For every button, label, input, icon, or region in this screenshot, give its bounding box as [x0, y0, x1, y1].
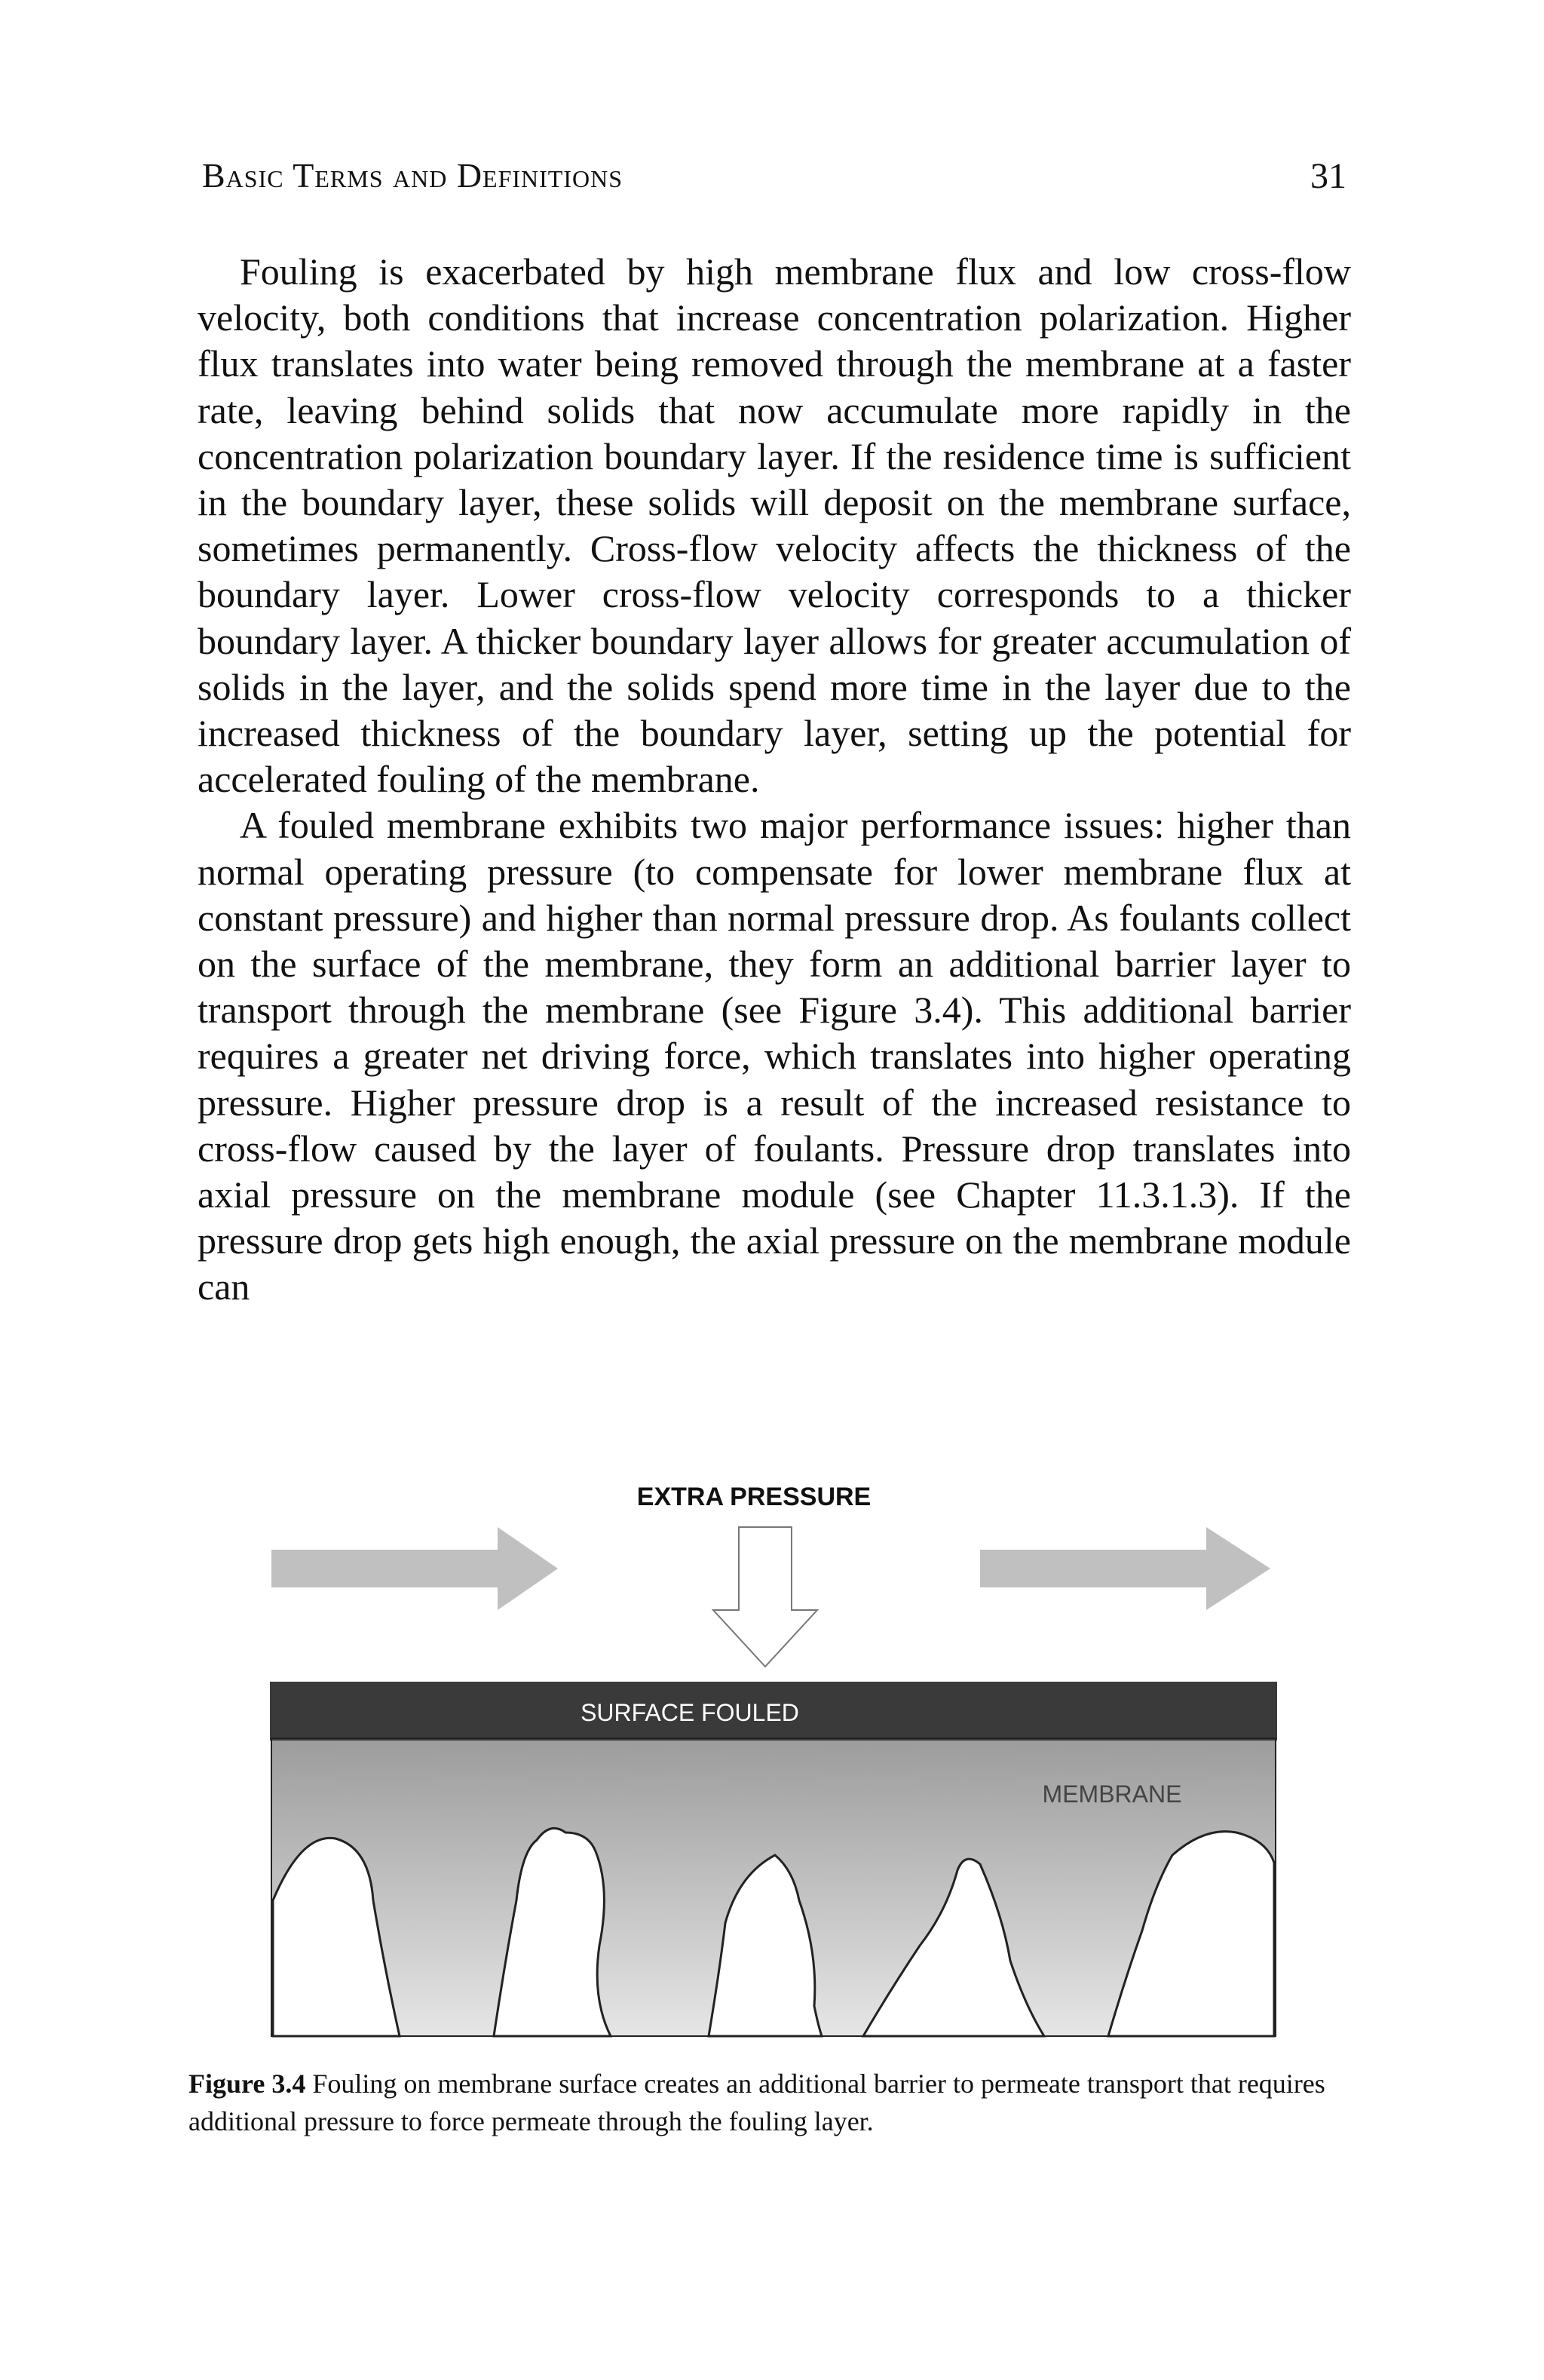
figure-caption: [188, 2065, 1349, 2140]
paragraph-1: Fouling is exacerbated by high membrane flux and low cross-flow velocity, both conditions that increase concentration polarization. Higher flux translates into water being removed through the membrane at a faster rate, leaving behind solids that now accumulate more rapidly in the concentration polarization boundary layer. If the residence time is sufficient in the boundary layer, these solids will deposit on the membrane surface, sometimes permanently. Cross-flow velocity affects the thickness of the boundary layer. Lower cross-flow velocity corresponds to a thicker boundary layer. A thicker boundary layer allows for greater accumulation of solids in the layer, and the solids spend more time in the layer due to the increased thickness of the boundary layer, setting up the potential for accelerated fouling of the membrane.: [198, 250, 1351, 801]
crossflow-arrow-left-icon: [271, 1527, 558, 1610]
paragraph-2: A fouled membrane exhibits two major performance issues: higher than normal operating pressure (to compensate for lower membrane flux at constant pressure) and higher than normal pressure drop. As foulants collect on the surface of the membrane, they form an additional barrier layer to transport through the membrane (see Figure 3.4). This additional barrier requires a greater net driving force, which translates into higher operating pressure. Higher pressure drop is a result of the increased resistance to cross-flow caused by the layer of foulants. Pressure drop translates into axial pressure on the membrane module (see Chapter 11.3.1.3). If the pressure drop gets high enough, the axial pressure on the membrane module can: [198, 804, 1351, 1308]
extra-pressure-arrow-icon: [713, 1527, 817, 1667]
crossflow-arrow-right-icon: [980, 1527, 1270, 1610]
page-header: [202, 155, 1346, 208]
figure-3-4: [256, 1478, 1297, 2051]
fouling-diagram: [256, 1478, 1297, 2051]
caption-label: Figure 3.4: [188, 2069, 306, 2099]
extra-pressure-label: EXTRA PRESSURE: [636, 1483, 872, 1511]
surface-fouled-label: SURFACE FOULED: [581, 1699, 799, 1726]
membrane-label: MEMBRANE: [1042, 1780, 1182, 1808]
page-number: 31: [1310, 156, 1346, 196]
running-head: Basic Terms and Definitions: [202, 156, 623, 195]
body-text: [198, 249, 1351, 1311]
caption-text: Fouling on membrane surface creates an additional barrier to permeate transport that requires additional pressure to force permeate through the fouling layer.: [188, 2069, 1325, 2136]
